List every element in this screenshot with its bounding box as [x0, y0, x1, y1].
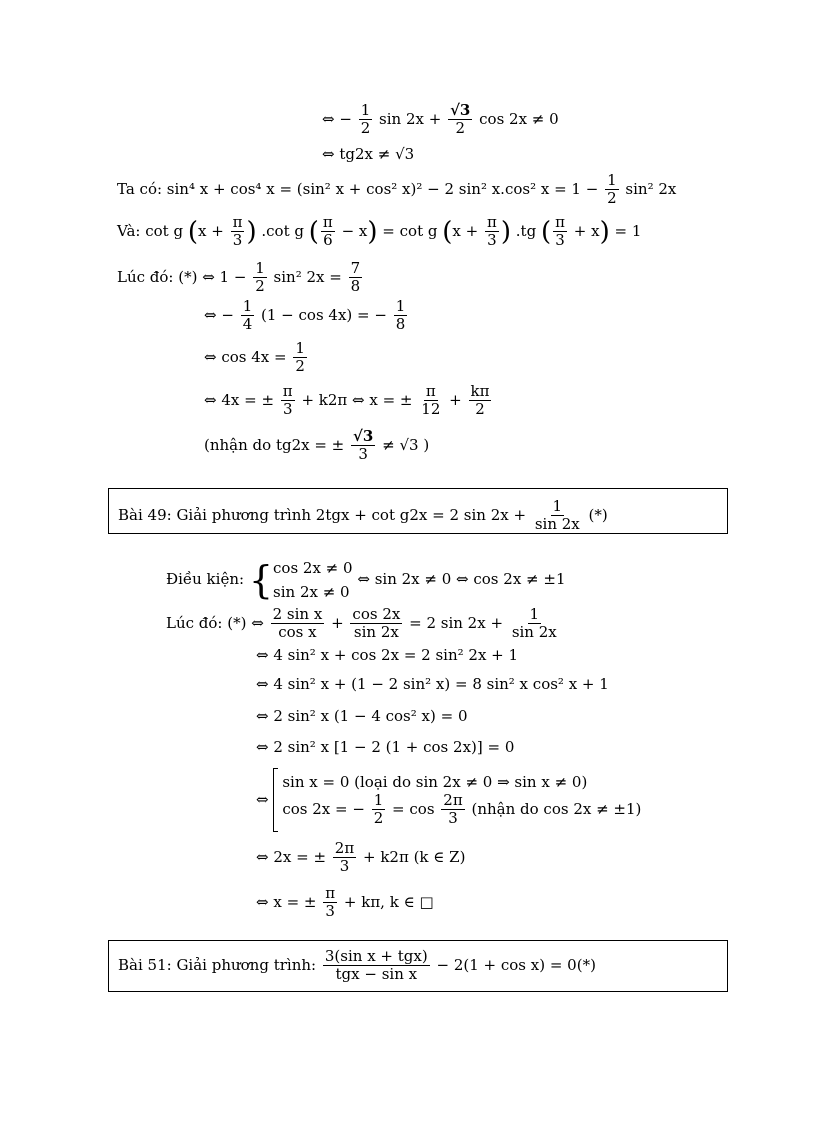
cases — [282, 773, 641, 828]
fraction — [351, 428, 375, 464]
num: π — [555, 213, 565, 231]
text: (*) — [588, 505, 608, 524]
den: 12 — [421, 400, 441, 419]
problem-51-box — [108, 940, 728, 992]
eq-line-2: ⇔ tg2x ≠ √3 — [322, 145, 415, 163]
num: 1 — [529, 605, 540, 623]
text: (nhận do cos 2x ≠ ±1) — [471, 799, 642, 818]
num: 2 sin x — [272, 605, 323, 623]
text: = cos — [392, 799, 435, 818]
text: ⇔ − — [204, 305, 234, 324]
text: Điều kiện: — [166, 570, 245, 588]
fraction — [323, 948, 430, 984]
text: sin 2x + — [379, 109, 442, 128]
fraction — [323, 885, 337, 921]
sol-line-6 — [256, 768, 641, 832]
eq-line-5 — [117, 260, 364, 296]
text: ⇔ x = ± — [256, 892, 317, 911]
text: Ta có: sin⁴ x + cos⁴ x = (sin² x + cos² x)² − 2 sin² x.cos² x = 1 − — [117, 179, 599, 198]
den: 3 — [325, 902, 335, 921]
eq-line-6 — [204, 298, 409, 334]
text: Lúc đó: (*) ⇔ 1 − — [117, 267, 247, 286]
den: 6 — [323, 231, 333, 250]
fraction — [253, 260, 267, 296]
text: − 2(1 + cos x) = 0(*) — [436, 955, 596, 974]
text: = 1 — [614, 221, 642, 240]
sol-line-5: ⇔ 2 sin² x [1 − 2 (1 + cos 2x)] = 0 — [256, 738, 515, 756]
text: x + — [198, 221, 224, 240]
den: 2 — [255, 277, 265, 296]
text: + — [449, 390, 462, 409]
fraction — [553, 214, 567, 250]
text: sin 2x ≠ 0 — [273, 583, 350, 601]
num: 2π — [334, 839, 355, 857]
fraction — [359, 102, 373, 138]
text: (1 − cos 4x) = − — [261, 305, 387, 324]
den: 8 — [350, 277, 361, 296]
den: 3 — [232, 231, 243, 250]
num: 1 — [552, 497, 563, 515]
condition-line: Điều kiện: { cos 2x ≠ 0 sin 2x ≠ 0 ⇔ sin 2x ≠ 0 ⇔ cos 2x ≠ ±1 — [166, 558, 566, 602]
num: √3 — [450, 101, 471, 119]
den: sin 2x — [511, 623, 557, 642]
fraction — [231, 214, 245, 250]
text: ⇔ sin 2x ≠ 0 ⇔ cos 2x ≠ ±1 — [357, 570, 566, 588]
fraction — [333, 840, 356, 876]
fraction — [271, 606, 325, 642]
problem-49-title — [118, 498, 608, 534]
fraction — [321, 214, 335, 250]
text: .cot g — [261, 221, 304, 240]
fraction — [419, 383, 442, 419]
num: kπ — [470, 382, 490, 400]
den: 2 — [360, 119, 371, 138]
text: .tg — [515, 221, 537, 240]
den: 2 — [475, 400, 485, 419]
num: π — [325, 884, 336, 902]
text: cos 2x ≠ 0 — [479, 109, 559, 128]
fraction — [485, 214, 499, 250]
bracket — [273, 768, 278, 832]
den: 8 — [395, 315, 406, 334]
fraction — [448, 102, 472, 138]
text: + kπ, k ∈ □ — [343, 892, 434, 911]
fraction — [293, 340, 307, 376]
num: 1 — [607, 171, 617, 189]
den: sin 2x — [353, 623, 399, 642]
text: sin² 2x = — [273, 267, 342, 286]
den: 3 — [282, 400, 293, 419]
text: sin² 2x — [625, 179, 677, 198]
fraction — [394, 298, 408, 334]
text: ⇔ − — [322, 109, 352, 128]
text: = 2 sin 2x + — [409, 613, 504, 632]
den: 2 — [295, 357, 305, 376]
num: 2π — [443, 791, 463, 809]
sol-line-2: ⇔ 4 sin² x + cos 2x = 2 sin² 2x + 1 — [256, 646, 519, 664]
text: ⇔ 4x = ± — [204, 390, 275, 409]
den: 3 — [487, 231, 497, 250]
fraction — [372, 792, 386, 828]
den: 3 — [448, 809, 458, 828]
text: + k2π (k ∈ Z) — [362, 847, 466, 866]
fraction — [605, 172, 619, 208]
num: 7 — [350, 259, 361, 277]
den: 3 — [358, 445, 368, 464]
text: Bài 49: Giải phương trình 2tgx + cot g2x = 2 sin 2x + — [118, 505, 527, 524]
num: 1 — [395, 297, 406, 315]
text: ⇔ cos 4x = — [204, 347, 287, 366]
num: 1 — [373, 791, 384, 809]
num: 1 — [360, 101, 371, 119]
den: 4 — [242, 315, 253, 334]
sol-line-8 — [256, 885, 434, 921]
sol-line-3: ⇔ 4 sin² x + (1 − 2 sin² x) = 8 sin² x cos² x + 1 — [256, 675, 609, 693]
eq-line-8 — [204, 383, 493, 419]
text: cos 2x ≠ 0 — [273, 559, 353, 577]
text: Và: cot g — [117, 221, 184, 240]
num: 1 — [295, 339, 305, 357]
num: π — [486, 213, 497, 231]
text: + k2π ⇔ x = ± — [301, 390, 413, 409]
den: tgx − sin x — [335, 965, 418, 984]
text: sin x = 0 (loại do sin 2x ≠ 0 ⇒ sin x ≠ 0) — [282, 772, 588, 791]
eq-line-4: Và: cot g (x + $\frac{\pi}{3}$ ) .cot g ( $\frac{\pi}{6}$ − x) = cot g (x + $\frac{\pi}{3}$ ) .tg ( $\frac{\pi}{3}$ + x) = 1 — [117, 213, 642, 250]
sol-line-7 — [256, 840, 465, 876]
fraction — [441, 792, 464, 828]
fraction — [469, 383, 492, 419]
num: 1 — [255, 259, 265, 277]
problem-49-box — [108, 488, 728, 534]
fraction — [241, 298, 255, 334]
den: 2 — [455, 119, 465, 138]
num: π — [322, 213, 333, 231]
text: + x — [573, 221, 600, 240]
num: π — [282, 382, 293, 400]
text: ⇔ — [256, 790, 269, 809]
text: + — [331, 613, 344, 632]
text: Bài 51: Giải phương trình: — [118, 955, 317, 974]
eq-line-7 — [204, 340, 309, 376]
text: ≠ √3 ) — [382, 435, 430, 454]
den: 2 — [373, 809, 384, 828]
fraction — [533, 498, 582, 534]
fraction — [350, 606, 402, 642]
num: π — [425, 382, 436, 400]
den: sin 2x — [534, 515, 580, 534]
text: ⇔ 2x = ± — [256, 847, 327, 866]
text: (nhận do tg2x = ± — [204, 435, 345, 454]
num: π — [232, 213, 243, 231]
text: Lúc đó: (*) ⇔ — [166, 613, 264, 632]
eq-line-3 — [117, 172, 676, 208]
eq-line-9 — [204, 428, 429, 464]
num: cos 2x — [352, 605, 401, 623]
den: 3 — [555, 231, 565, 250]
text: − x — [341, 221, 368, 240]
problem-51-title — [118, 948, 596, 984]
case-2 — [282, 792, 641, 828]
fraction — [281, 383, 295, 419]
text: cos 2x = − — [282, 799, 365, 818]
sol-line-1 — [166, 606, 561, 642]
fraction — [349, 260, 363, 296]
sol-line-4: ⇔ 2 sin² x (1 − 4 cos² x) = 0 — [256, 707, 468, 725]
eq-line-1 — [322, 102, 559, 138]
fraction — [510, 606, 559, 642]
text: = cot g — [382, 221, 438, 240]
den: 3 — [339, 857, 350, 876]
den: 2 — [607, 189, 617, 208]
num: 1 — [242, 297, 253, 315]
system — [273, 556, 353, 604]
den: cos x — [278, 623, 317, 642]
num: 3(sin x + tgx) — [324, 947, 428, 965]
text: x + — [452, 221, 479, 240]
num: √3 — [353, 427, 374, 445]
